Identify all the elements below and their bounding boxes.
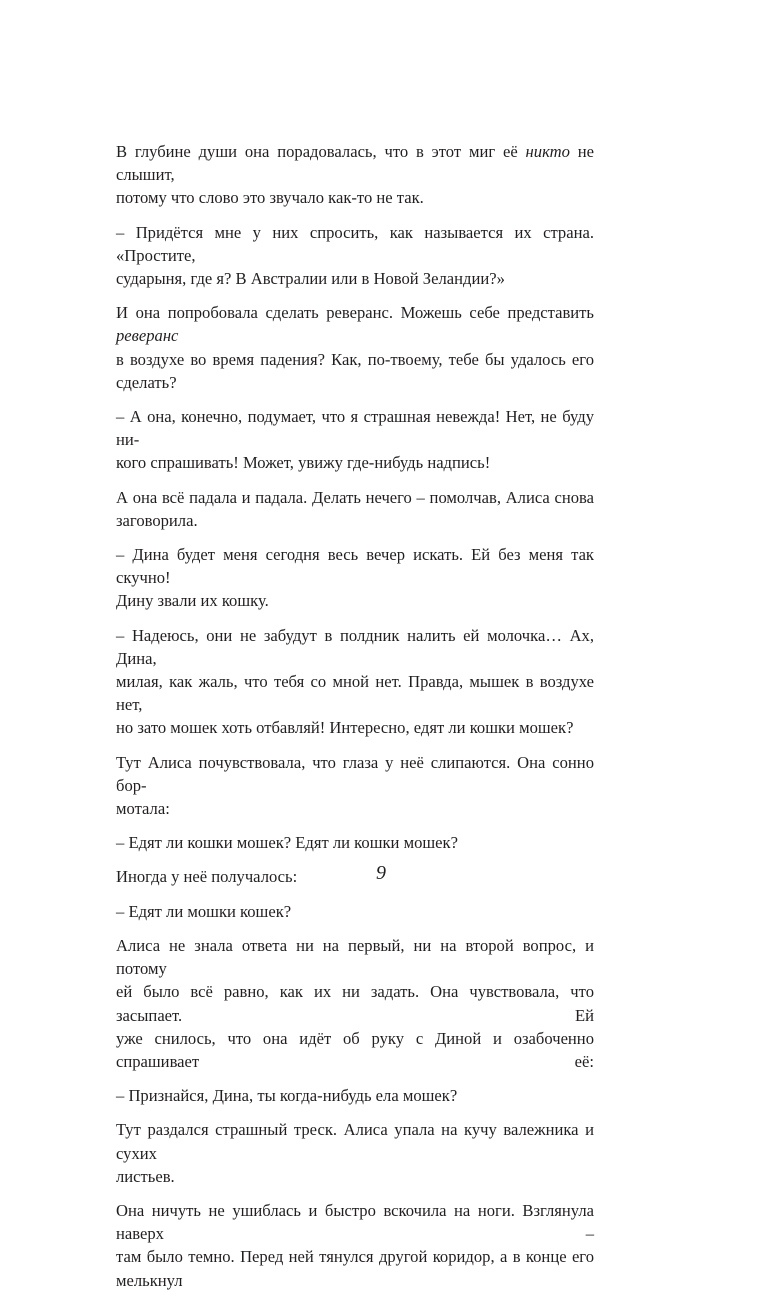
text-line (116, 405, 594, 451)
paragraph (116, 934, 594, 1073)
text-run: – Надеюсь, они не забудут в полдник налить ей молочка… Ах, Дина, (116, 625, 594, 668)
text-run: там было темно. Перед ней тянулся другой коридор, а в конце его мелькнул (116, 1247, 594, 1290)
text-run: мотала: (116, 799, 170, 819)
text-line (116, 751, 594, 797)
text-line (116, 624, 594, 670)
text-line (116, 301, 594, 347)
text-line (116, 1027, 594, 1073)
text-line (116, 934, 594, 980)
text-run: Тут Алиса почувствовала, что глаза у неё слипаются. Она сонно бор- (116, 752, 594, 795)
text-run: – Едят ли кошки мошек? Едят ли кошки мошек? (116, 833, 458, 853)
text-line (116, 543, 594, 589)
text-line (116, 348, 594, 394)
text-run: милая, как жаль, что тебя со мной нет. Правда, мышек в воздухе нет, (116, 672, 594, 715)
text-run: – Едят ли мошки кошек? (116, 901, 292, 921)
text-run: кого спрашивать! Может, увижу где-нибудь надпись! (116, 453, 491, 473)
text-run: сударыня, где я? В Австралии или в Новой Зеландии?» (116, 269, 505, 289)
body-text (116, 140, 594, 1303)
text-run: Алиса не знала ответа ни на первый, ни на второй вопрос, и потому (116, 935, 594, 979)
text-line (116, 1118, 594, 1164)
text-line (116, 140, 594, 186)
text-run: – А она, конечно, подумает, что я страшная невежда! Нет, не буду ни- (116, 407, 594, 450)
italic-emphasis: реверанс (116, 326, 179, 346)
text-line (116, 509, 594, 532)
paragraph (116, 1084, 594, 1107)
text-line (116, 1084, 594, 1107)
text-line (116, 900, 594, 923)
paragraph (116, 624, 594, 740)
text-line (116, 186, 594, 209)
paragraph (116, 486, 594, 532)
text-run: В глубине души она порадовалась, что в этот миг её (116, 142, 526, 161)
text-run: Иногда у неё получалось: (116, 867, 298, 887)
text-line (116, 267, 594, 290)
text-line (116, 589, 594, 612)
text-run: уже снилось, что она идёт об руку с Диной и озабоченно спрашивает её: (116, 1028, 594, 1071)
paragraph (116, 221, 594, 291)
paragraph (116, 543, 594, 613)
text-run: листьев. (116, 1166, 175, 1186)
text-line (116, 716, 594, 739)
paragraph (116, 405, 594, 475)
text-run: заговорила. (116, 510, 198, 530)
paragraph (116, 301, 594, 394)
paragraph (116, 900, 594, 923)
paragraph (116, 140, 594, 210)
text-run: Она ничуть не ушиблась и быстро вскочила на ноги. Взглянула наверх – (116, 1200, 594, 1244)
text-line (116, 980, 594, 1026)
text-line (116, 1245, 594, 1291)
paragraph (116, 831, 594, 854)
text-run: И она попробовала сделать реверанс. Можешь себе представить (116, 303, 594, 323)
text-line (116, 221, 594, 267)
text-line (116, 1199, 594, 1245)
paragraph (116, 1118, 594, 1188)
text-line (116, 486, 594, 509)
text-run: А она всё падала и падала. Делать нечего – помолчав, Алиса снова (116, 487, 594, 507)
text-line (116, 1165, 594, 1188)
text-run: не слышит, (116, 142, 594, 185)
text-run: в воздухе во время падения? Как, по-твоему, тебе бы удалось его сделать? (116, 349, 594, 392)
text-line (116, 831, 594, 854)
text-run: ей было всё равно, как их ни задать. Она чувствовала, что засыпает. Ей (116, 982, 594, 1025)
text-run: – Признайся, Дина, ты когда-нибудь ела мошек? (116, 1086, 458, 1106)
text-run: Тут раздался страшный треск. Алиса упала на кучу валежника и сухих (116, 1120, 594, 1163)
text-line (116, 670, 594, 716)
text-run: – Придётся мне у них спросить, как называется их страна. «Простите, (116, 222, 594, 265)
text-run: Дину звали их кошку. (116, 591, 269, 611)
page-number: 9 (376, 862, 386, 884)
paragraph (116, 751, 594, 821)
paragraph (116, 1199, 594, 1292)
text-line (116, 797, 594, 820)
text-run: потому что слово это звучало как-то не так. (116, 188, 424, 208)
italic-emphasis: никто (525, 142, 570, 161)
text-run: но зато мошек хоть отбавляй! Интересно, едят ли кошки мошек? (116, 718, 574, 738)
text-line (116, 451, 594, 474)
text-run: – Дина будет меня сегодня весь вечер искать. Ей без меня так скучно! (116, 545, 594, 588)
